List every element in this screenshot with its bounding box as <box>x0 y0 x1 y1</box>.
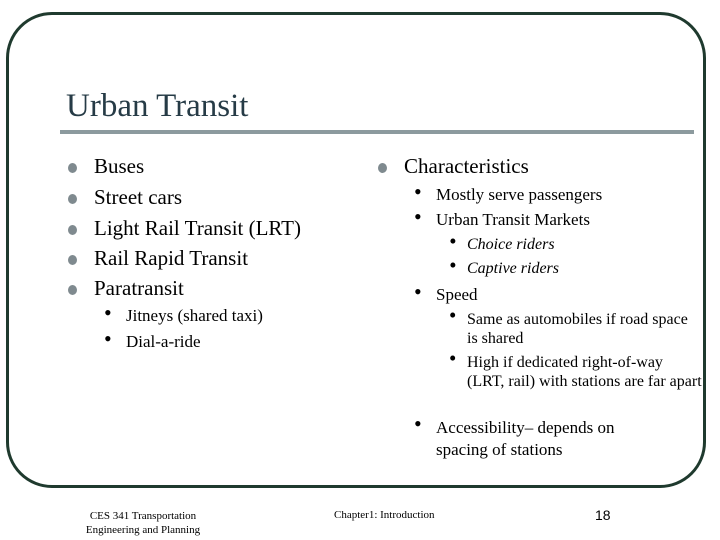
title-divider <box>60 130 694 134</box>
sub-item-accessibility <box>414 411 656 461</box>
list-item-label: Characteristics <box>404 154 529 178</box>
bullet-icon <box>68 163 77 173</box>
sub-sub-item-label: Same as automobiles if road space is shared <box>467 311 688 347</box>
footer-course-line1: CES 341 Transportation <box>89 510 197 522</box>
sub-item-label: Mostly serve passengers <box>436 185 603 204</box>
footer-chapter: Chapter1: Introduction <box>334 509 435 521</box>
sub-sub-item-label: Choice riders <box>467 236 555 253</box>
bullet-icon: • <box>414 411 422 436</box>
bullet-icon: • <box>104 326 112 351</box>
list-item-label: Paratransit <box>94 276 184 300</box>
sub-item-speed <box>414 279 478 305</box>
list-item-characteristics <box>404 154 529 179</box>
list-item-rail-rapid-transit <box>94 246 248 271</box>
sub-sub-item-same-as-autos <box>449 303 702 348</box>
bullet-icon <box>68 194 77 204</box>
bullet-icon <box>378 163 387 173</box>
sub-item-mostly-serve <box>414 179 603 205</box>
sub-sub-item-dedicated-row <box>449 346 702 391</box>
sub-item-label: Accessibility– depends on spacing of stations <box>436 418 615 459</box>
sub-item-label: Urban Transit Markets <box>436 210 590 229</box>
sub-sub-item-choice-riders <box>449 229 555 254</box>
list-item-street-cars <box>94 185 182 210</box>
sub-item-jitneys <box>104 300 263 326</box>
bullet-icon: • <box>414 179 422 204</box>
bullet-icon: • <box>414 204 422 229</box>
bullet-icon <box>68 255 77 265</box>
bullet-icon: • <box>449 229 457 253</box>
footer-course <box>78 509 208 537</box>
list-item-lrt <box>94 216 301 241</box>
list-item-label: Rail Rapid Transit <box>94 246 249 270</box>
list-item-label: Street cars <box>94 185 183 209</box>
bullet-icon: • <box>104 300 112 325</box>
bullet-icon: • <box>449 346 457 370</box>
sub-sub-item-label: High if dedicated right-of-way (LRT, rail) with stations are far apart <box>467 354 702 390</box>
list-item-paratransit <box>94 276 184 301</box>
sub-item-label: Speed <box>436 285 478 304</box>
sub-item-dial-a-ride <box>104 326 201 352</box>
page-number: 18 <box>595 507 611 523</box>
sub-item-label: Dial-a-ride <box>126 332 201 351</box>
sub-item-urban-markets <box>414 204 590 230</box>
sub-sub-item-captive-riders <box>449 253 559 278</box>
bullet-icon: • <box>414 279 422 304</box>
sub-sub-item-label: Captive riders <box>467 260 559 277</box>
slide-title: Urban Transit <box>66 88 249 124</box>
list-item-label: Light Rail Transit (LRT) <box>94 216 301 240</box>
bullet-icon <box>68 225 77 235</box>
bullet-icon: • <box>449 253 457 277</box>
list-item-buses <box>94 154 144 179</box>
bullet-icon: • <box>449 303 457 327</box>
sub-item-label: Jitneys (shared taxi) <box>126 306 263 325</box>
footer-course-line2: Engineering and Planning <box>85 524 201 536</box>
bullet-icon <box>68 285 77 295</box>
list-item-label: Buses <box>94 154 145 178</box>
